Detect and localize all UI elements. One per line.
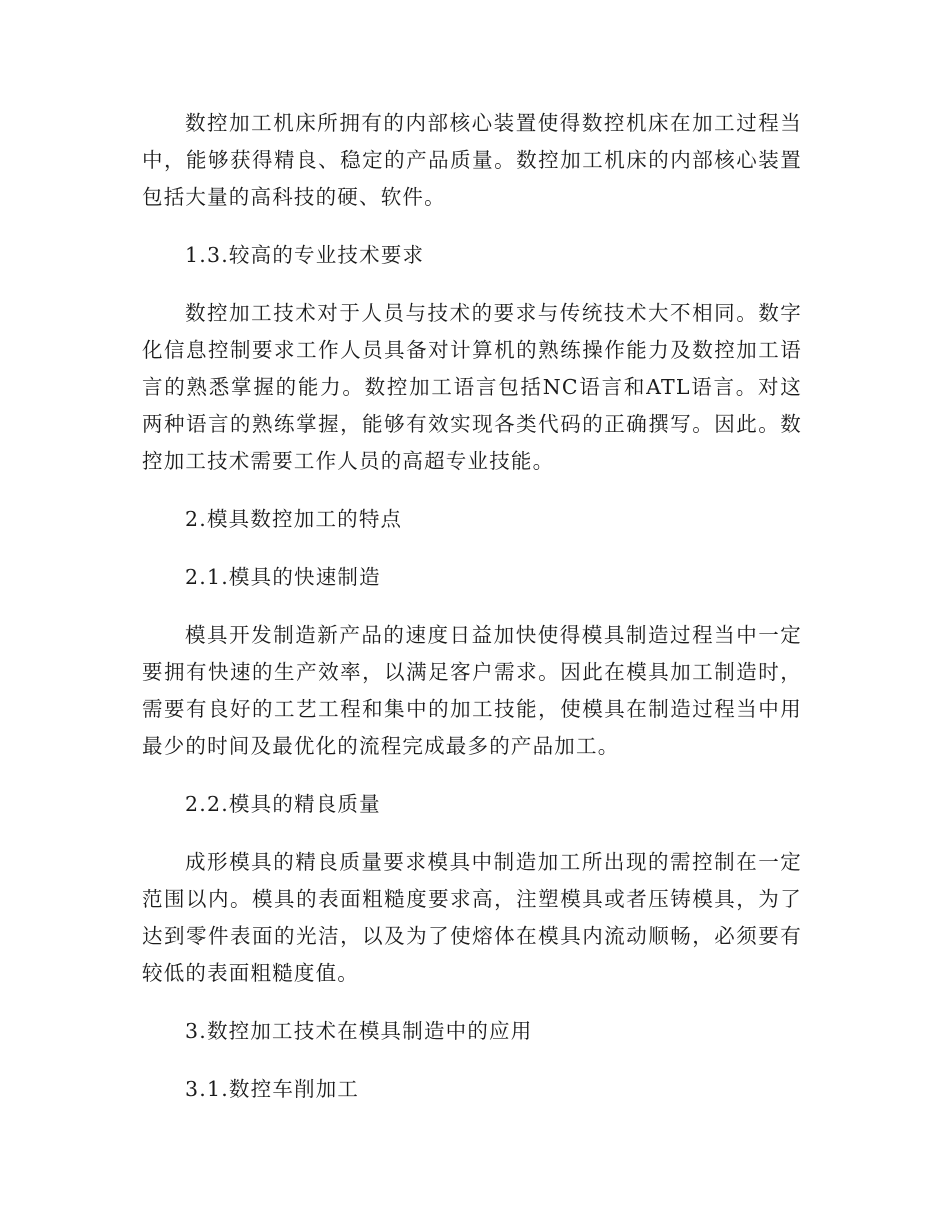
document-body	[142, 105, 802, 1129]
paragraph-core-device: 数控加工机床所拥有的内部核心装置使得数控机床在加工过程当中，能够获得精良、稳定的产品质量。数控加工机床的内部核心装置包括大量的高科技的硬、软件。	[142, 111, 802, 209]
paragraph-precision-quality: 成形模具的精良质量要求模具中制造加工所出现的需控制在一定范围以内。模具的表面粗糙度要求高，注塑模具或者压铸模具，为了达到零件表面的光洁，以及为了使熔体在模具内流动顺畅，必须要有较低的表面粗糙度值。	[142, 850, 802, 985]
section-heading-2-2: 2.2.模具的精良质量	[185, 792, 381, 816]
section-heading-2-1: 2.1.模具的快速制造	[185, 565, 381, 589]
paragraph-technical-requirements: 数控加工技术对于人员与技术的要求与传统技术大不相同。数字化信息控制要求工作人员具备对计算机的熟练操作能力及数控加工语言的熟悉掌握的能力。数控加工语言包括NC语言和ATL语言。对这两种语言的熟练掌握，能够有效实现各类代码的正确撰写。因此。数控加工技术需要工作人员的高超专业技能。	[142, 301, 802, 473]
section-heading-1-3: 1.3.较高的专业技术要求	[185, 243, 425, 267]
section-heading-2: 2.模具数控加工的特点	[185, 507, 403, 531]
section-heading-3: 3.数控加工技术在模具制造中的应用	[185, 1019, 533, 1043]
section-heading-3-1: 3.1.数控车削加工	[185, 1077, 360, 1101]
paragraph-rapid-manufacturing: 模具开发制造新产品的速度日益加快使得模具制造过程当中一定要拥有快速的生产效率，以满足客户需求。因此在模具加工制造时，需要有良好的工艺工程和集中的加工技能，使模具在制造过程当中用最少的时间及最优化的流程完成最多的产品加工。	[142, 623, 802, 758]
